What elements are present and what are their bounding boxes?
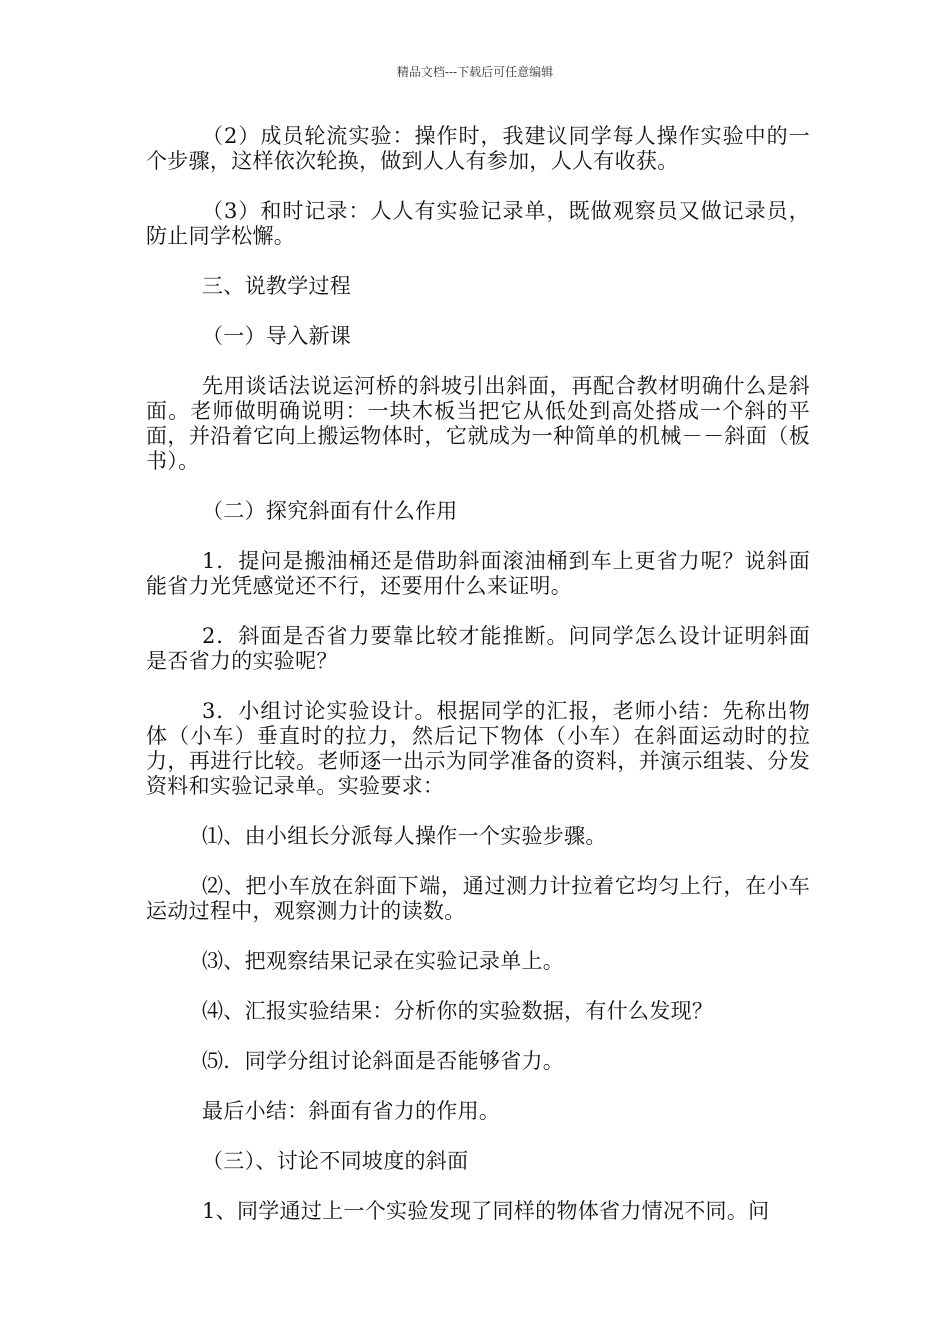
paragraph: （2）成员轮流实验：操作时，我建议同学每人操作实验中的一个步骤，这样依次轮换，做到人人有参加，人人有收获。 <box>146 124 810 173</box>
list-item: ⑸．同学分组讨论斜面是否能够省力。 <box>202 1049 565 1073</box>
paragraph: 1．提问是搬油桶还是借助斜面滚油桶到车上更省力呢？说斜面能省力光凭感觉还不行，还要用什么来证明。 <box>146 549 810 598</box>
subsection-heading: （二）探究斜面有什么作用 <box>202 499 458 523</box>
document-body <box>146 124 810 1249</box>
paragraph: 1、同学通过上一个实验发现了同样的物体省力情况不同。问 <box>202 1199 770 1223</box>
paragraph: 3．小组讨论实验设计。根据同学的汇报，老师小结：先称出物体（小车）垂直时的拉力，然后记下物体（小车）在斜面运动时的拉力，再进行比较。老师逐一出示为同学准备的资料，并演示组装、分发资料和实验记录单。实验要求： <box>146 699 810 798</box>
paragraph: 2．斜面是否省力要靠比较才能推断。问同学怎么设计证明斜面是否省力的实验呢？ <box>146 624 810 673</box>
list-item: ⑶、把观察结果记录在实验记录单上。 <box>202 949 565 973</box>
list-item: ⑵、把小车放在斜面下端，通过测力计拉着它均匀上行，在小车运动过程中，观察测力计的读数。 <box>146 874 810 923</box>
subsection-heading: （一）导入新课 <box>202 324 352 348</box>
paragraph: 最后小结：斜面有省力的作用。 <box>202 1099 501 1123</box>
list-item: ⑷、汇报实验结果：分析你的实验数据，有什么发现？ <box>202 999 714 1023</box>
paragraph: （3）和时记录：人人有实验记录单，既做观察员又做记录员，防止同学松懈。 <box>146 199 810 248</box>
page-header: 精品文档---下载后可任意编辑 <box>396 65 554 79</box>
subsection-heading: （三）、讨论不同坡度的斜面 <box>202 1149 469 1173</box>
section-heading: 三、说教学过程 <box>202 274 352 298</box>
list-item: ⑴、由小组长分派每人操作一个实验步骤。 <box>202 824 607 848</box>
paragraph: 先用谈话法说运河桥的斜坡引出斜面，再配合教材明确什么是斜面。老师做明确说明：一块木板当把它从低处到高处搭成一个斜的平面，并沿着它向上搬运物体时，它就成为一种简单的机械－－斜面（板书）。 <box>146 374 810 473</box>
